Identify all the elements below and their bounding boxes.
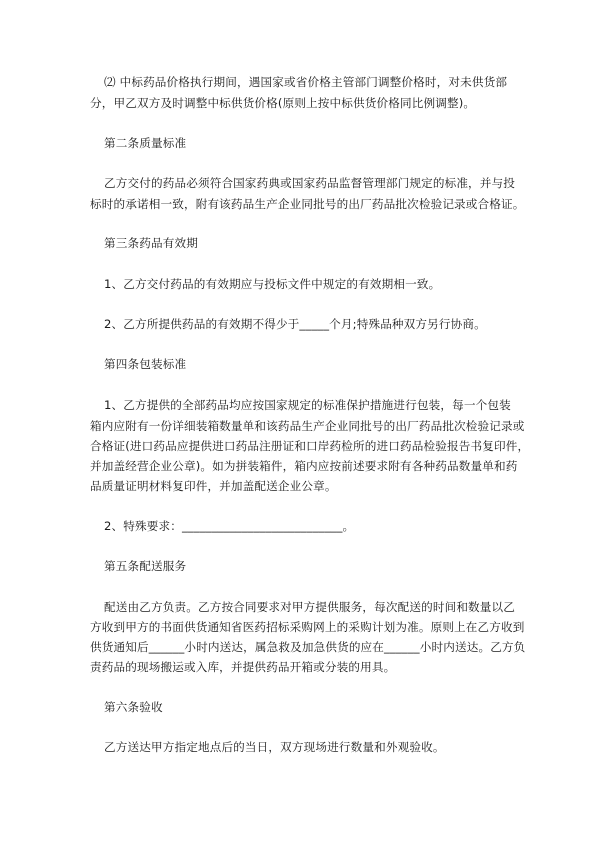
paragraph-price-adjustment-line-1: ⑵ 中标药品价格执行期间，遇国家或省价格主管部门调整价格时，对未供货部 (104, 75, 508, 89)
paragraph-acceptance: 乙方送达甲方指定地点后的当日，双方现场进行数量和外观验收。 (104, 740, 445, 754)
paragraph-quality-line-2: 标时的承诺相一致，附有该药品生产企业同批号的出厂药品批次检验记录或合格证。 (90, 197, 525, 211)
heading-article-3: 第三条药品有效期 (104, 236, 198, 250)
heading-article-6: 第六条验收 (104, 700, 163, 714)
paragraph-packaging-line-3: 合格证(进口药品应提供进口药品注册证和口岸药检所的进口药品检验报告书复印件， (90, 439, 530, 453)
heading-article-5: 第五条配送服务 (104, 559, 187, 573)
paragraph-validity-item-2: 2、乙方所提供药品的有效期不得少于_____个月;特殊品种双方另行协商。 (104, 317, 486, 331)
paragraph-price-adjustment-line-2: 分，甲乙双方及时调整中标供货价格(原则上按中标供货价格同比例调整)。 (90, 96, 476, 110)
paragraph-packaging-line-2: 箱内应附有一份详细装箱数量单和该药品生产企业同批号的出厂药品批次检验记录或 (90, 419, 525, 433)
heading-article-2: 第二条质量标准 (104, 136, 187, 150)
paragraph-validity-item-1: 1、乙方交付药品的有效期应与投标文件中规定的有效期相一致。 (104, 277, 441, 291)
heading-article-4: 第四条包装标准 (104, 357, 187, 371)
paragraph-delivery-line-1: 配送由乙方负责。乙方按合同要求对甲方提供服务，每次配送的时间和数量以乙 (104, 600, 516, 614)
paragraph-delivery-line-3: 供货通知后______小时内送达，属急救及加急供货的应在______小时内送达。乙方负 (90, 640, 526, 654)
paragraph-packaging-line-5: 品质量证明材料复印件，并加盖配送企业公章。 (90, 479, 337, 493)
paragraph-special-requirements: 2、特殊要求：___________________________。 (104, 519, 355, 533)
paragraph-delivery-line-4: 责药品的现场搬运或入库，并提供药品开箱或分装的用具。 (90, 660, 396, 674)
paragraph-quality-line-1: 乙方交付的药品必须符合国家药典或国家药品监督管理部门规定的标准，并与投 (104, 176, 516, 190)
paragraph-delivery-line-2: 方收到甲方的书面供货通知省医药招标采购网上的采购计划为准。原则上在乙方收到 (90, 620, 525, 634)
paragraph-packaging-line-1: 1、乙方提供的全部药品均应按国家规定的标准保护措施进行包装，每一个包装 (104, 398, 511, 412)
paragraph-packaging-line-4: 并加盖经营企业公章)。如为拼装箱件，箱内应按前述要求附有各种药品数量单和药 (90, 459, 518, 473)
